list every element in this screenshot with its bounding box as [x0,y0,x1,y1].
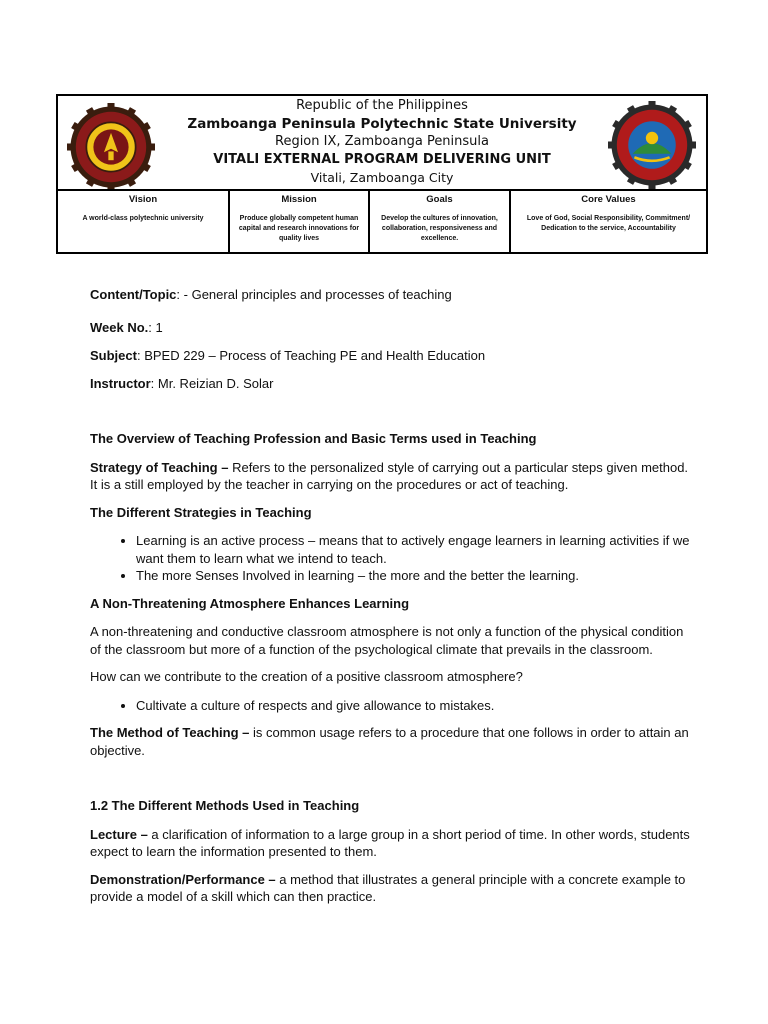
strategy-definition: Refers to the personalized style of carrying out a particular steps given method. It is a still employed by the teacher in carrying on the procedures or act of teaching. [90,459,689,492]
vision-mission-goals-values [58,189,706,254]
method-definition: is common usage refers to a procedure that one follows in order to attain an objective. [90,725,689,758]
demo-term: Demonstration/Performance – [90,871,276,887]
university-seal-left-icon [67,103,155,191]
method-paragraph [90,724,690,759]
demo-definition: a method that illustrates a general principle with a concrete example to provide a model of a skill which can then practice. [90,871,686,904]
document-body [90,286,690,906]
overview-heading: The Overview of Teaching Profession and Basic Terms used in Teaching [90,431,537,446]
core-values-text: Love of God, Social Responsibility, Commitment/ Dedication to the service, Accountability [526,215,691,232]
list-item: • The more Senses Involved in learning – the more and the better the learning. [136,567,690,585]
atmosphere-paragraph: A non-threatening and conductive classroom atmosphere is not only a function of the physical condition of the classroom but more of a function of the psychological climate that prevails in the classroom. [90,624,684,657]
core-values-cell [511,191,706,254]
list-item: • Cultivate a culture of respects and give allowance to mistakes. [136,697,690,715]
vision-text: A world-class polytechnic university [82,215,204,222]
vision-title: Vision [128,194,158,205]
lecture-term: Lecture – [90,826,148,842]
university-name: Zamboanga Peninsula Polytechnic State University [187,116,577,132]
instructor-line [90,375,690,393]
header-text [158,97,606,187]
goals-title: Goals [426,194,453,205]
demo-paragraph [90,871,690,906]
strategy-paragraph [90,459,690,494]
question-paragraph: How can we contribute to the creation of a positive classroom atmosphere? [90,669,523,684]
list-item: • Learning is an active process – means that to actively engage learners in learning activities if we want them to learn what we intend to teach. [136,532,690,567]
strategy-term: Strategy of Teaching – [90,459,229,475]
method-term: The Method of Teaching – [90,725,250,740]
city-line: Vitali, Zamboanga City [310,170,454,185]
strategies-list [90,532,690,585]
week-line [90,319,690,337]
goals-cell [370,191,511,254]
instructor-value: : Mr. Reizian D. Solar [150,375,274,391]
answers-list [90,697,690,715]
core-values-title: Core Values [581,194,636,205]
lecture-definition: a clarification of information to a large group in a short period of time. In other words, students expect to learn the information presented to them. [90,826,690,859]
methods-heading: 1.2 The Different Methods Used in Teaching [90,798,360,813]
week-value: : 1 [148,319,163,335]
atmosphere-heading: A Non-Threatening Atmosphere Enhances Learning [90,595,410,611]
goals-text: Develop the cultures of innovation, collaboration, responsiveness and excellence. [381,215,498,242]
unit-name: VITALI EXTERNAL PROGRAM DELIVERING UNIT [213,152,551,167]
topic-value: : - General principles and processes of teaching [176,287,452,302]
mission-cell [230,191,370,254]
topic-line [90,286,690,304]
mission-title: Mission [281,194,317,205]
mission-text: Produce globally competent human capital and research innovations for quality lives [238,215,360,242]
subject-value: : BPED 229 – Process of Teaching PE and Health Education [136,348,486,363]
vitali-seal-right-icon [608,101,696,189]
instructor-label: Instructor [90,375,151,391]
university-header [56,94,708,254]
subject-line [90,347,690,365]
region-line: Region IX, Zamboanga Peninsula [275,134,489,149]
strategies-heading: The Different Strategies in Teaching [90,504,312,520]
subject-label: Subject [90,348,137,363]
republic-line: Republic of the Philippines [296,98,468,113]
lecture-paragraph [90,826,690,861]
topic-label: Content/Topic [90,287,177,302]
week-label: Week No. [90,319,149,335]
header-top [58,96,706,189]
vision-cell [58,191,230,254]
